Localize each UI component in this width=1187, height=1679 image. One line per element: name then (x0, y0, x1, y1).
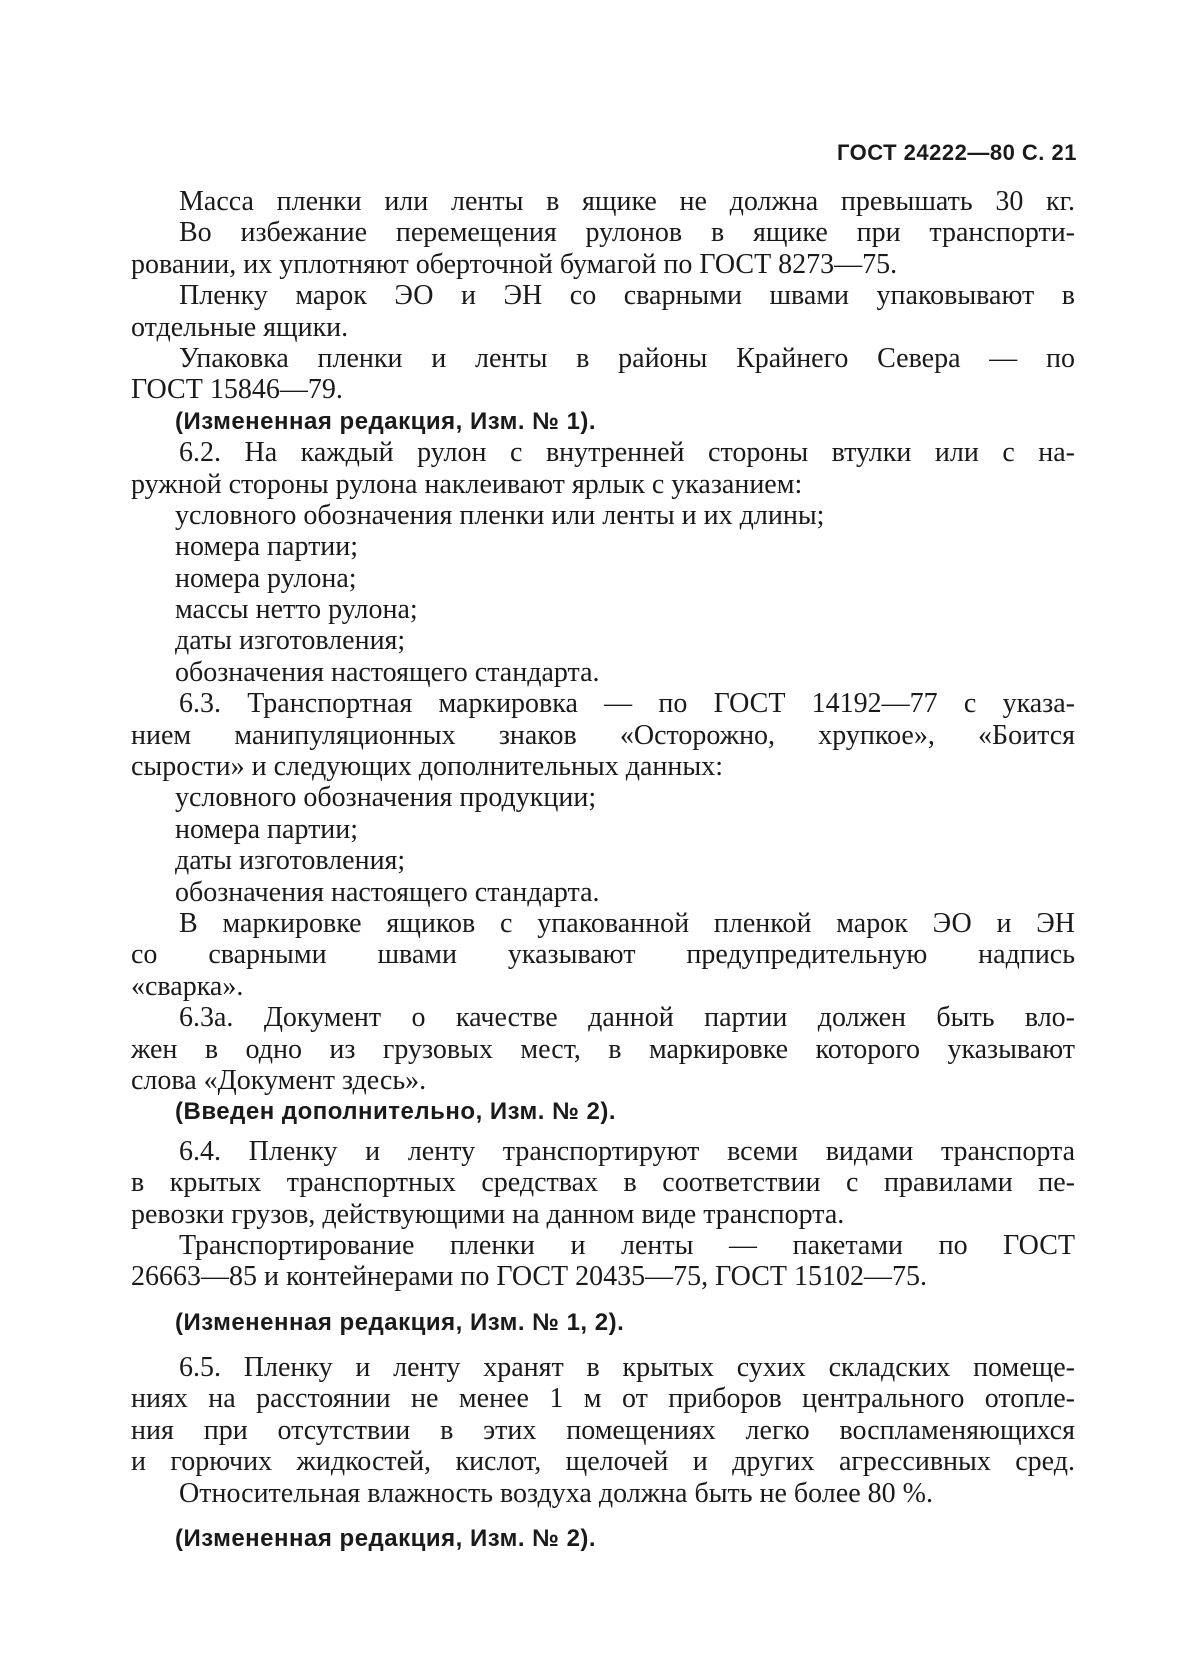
text-line: слова «Документ здесь». (131, 1064, 427, 1096)
list-item: номера рулона; (175, 562, 357, 594)
text-line: 6.3. Транспортная маркировка — по ГОСТ 14192—77 с указа- (179, 688, 1075, 720)
text-line: В маркировке ящиков с упакованной пленкой марок ЭО и ЭН (179, 907, 1075, 939)
text-line: Во избежание перемещения рулонов в ящике при транспорти- (179, 217, 1075, 249)
amendment-note: (Измененная редакция, Изм. № 1). (175, 407, 597, 435)
text-line: со сварными швами указывают предупредительную надпись (131, 939, 1075, 971)
amendment-note: (Измененная редакция, Изм. № 1, 2). (175, 1308, 625, 1336)
list-item: обозначения настоящего стандарта. (175, 876, 600, 908)
list-item: условного обозначения продукции; (175, 782, 597, 814)
text-line: Относительная влажность воздуха должна быть не более 80 %. (179, 1477, 933, 1509)
text-line: ревозки грузов, действующими на данном виде транспорта. (131, 1198, 845, 1230)
text-line: 6.5. Пленку и ленту хранят в крытых сухих складских помеще- (179, 1352, 1075, 1384)
text-line: ружной стороны рулона наклеивают ярлык с указанием: (131, 468, 803, 500)
text-line: Транспортирование пленки и ленты — пакетами по ГОСТ (179, 1229, 1075, 1261)
list-item: номера партии; (175, 813, 359, 845)
document-body (131, 186, 1075, 1554)
text-line: 26663—85 и контейнерами по ГОСТ 20435—75, ГОСТ 15102—75. (131, 1261, 927, 1293)
text-line: Упаковка пленки и ленты в районы Крайнего Севера — по (179, 342, 1075, 374)
text-line: ГОСТ 15846—79. (131, 374, 343, 406)
text-line: 6.2. На каждый рулон с внутренней стороны втулки или с на- (179, 437, 1075, 469)
text-line: Масса пленки или ленты в ящике не должна превышать 30 кг. (179, 186, 1075, 217)
text-line: 6.3а. Документ о качестве данной партии должен быть вло- (179, 1002, 1075, 1034)
list-item: номера партии; (175, 531, 359, 563)
list-item: массы нетто рулона; (175, 594, 418, 626)
text-line: сырости» и следующих дополнительных данных: (131, 751, 723, 783)
list-item: даты изготовления; (175, 845, 406, 877)
list-item: обозначения настоящего стандарта. (175, 656, 600, 688)
text-line: Пленку марок ЭО и ЭН со сварными швами упаковывают в (179, 280, 1075, 312)
page-header: ГОСТ 24222—80 С. 21 (836, 140, 1077, 165)
text-line: и горючих жидкостей, кислот, щелочей и других агрессивных сред. (131, 1446, 1075, 1478)
text-line: 6.4. Пленку и ленту транспортируют всеми видами транспорта (179, 1135, 1075, 1167)
amendment-note: (Введен дополнительно, Изм. № 2). (175, 1098, 616, 1126)
text-line: ровании, их уплотняют оберточной бумагой по ГОСТ 8273—75. (131, 248, 898, 280)
amendment-note: (Измененная редакция, Изм. № 2). (175, 1525, 597, 1553)
text-line: отдельные ящики. (131, 311, 349, 343)
text-line: в крытых транспортных средствах в соответствии с правилами пе- (131, 1167, 1075, 1199)
text-line: нием манипуляционных знаков «Осторожно, хрупкое», «Боится (131, 719, 1075, 751)
list-item: даты изготовления; (175, 625, 406, 657)
text-line: ния при отсутствии в этих помещениях легко воспламеняющихся (131, 1414, 1075, 1446)
text-line: «сварка». (131, 970, 244, 1002)
list-item: условного обозначения пленки или ленты и их длины; (175, 499, 825, 531)
text-line: ниях на расстоянии не менее 1 м от приборов центрального отопле- (131, 1383, 1075, 1415)
text-line: жен в одно из грузовых мест, в маркировке которого указывают (131, 1033, 1075, 1065)
